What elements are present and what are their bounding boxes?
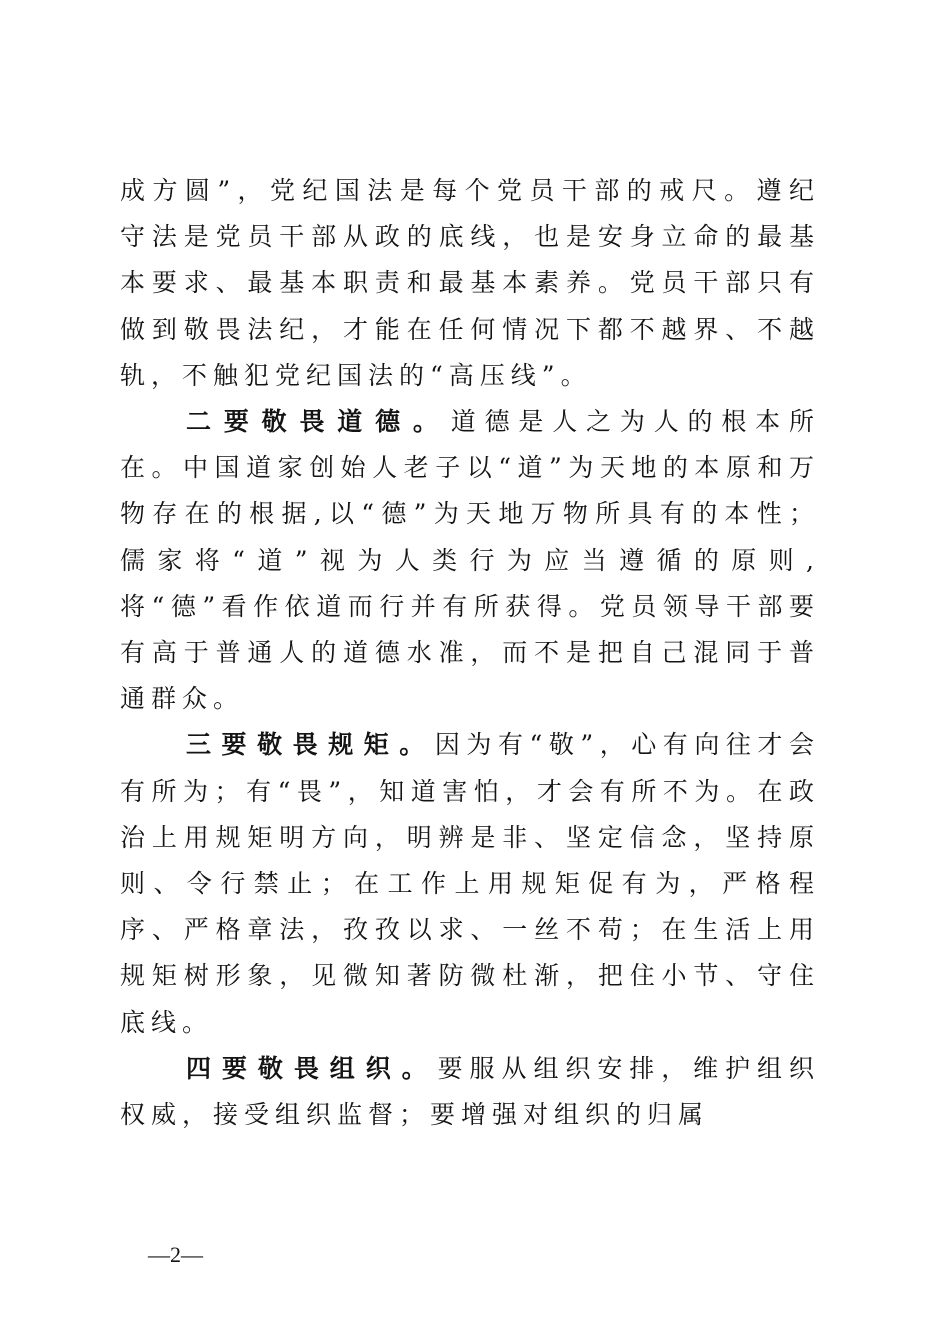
paragraph-revere-rules [120, 722, 820, 1045]
document-body [120, 168, 820, 1138]
paragraph-heading: 四要敬畏组织。 [186, 1053, 438, 1083]
paragraph-text: 道德是人之为人的根本所在。中国道家创始人老子以“道”为天地的本原和万物存在的根据,以“德”为天地万物所具有的本性；儒家将“道”视为人类行为应当遵循的原则,将“德”看作依道而行并有所获得。党员领导干部要有高于普通人的道德水准，而不是把自己混同于普通群众。 [120, 407, 820, 714]
paragraph-continuation [120, 168, 820, 399]
paragraph-text: 因为有“敬”，心有向往才会有所为；有“畏”，知道害怕，才会有所不为。在政治上用规矩明方向，明辨是非、坚定信念，坚持原则、令行禁止；在工作上用规矩促有为，严格程序、严格章法，孜孜以求、一丝不苟；在生活上用规矩树形象，见微知著防微杜渐，把住小节、守住底线。 [120, 730, 820, 1037]
page-number: —2— [148, 1242, 203, 1267]
paragraph-revere-organization [120, 1046, 820, 1138]
paragraph-heading: 三要敬畏规矩。 [186, 730, 435, 760]
paragraph-revere-morality [120, 399, 820, 722]
paragraph-text: 成方圆”，党纪国法是每个党员干部的戒尺。遵纪守法是党员干部从政的底线，也是安身立命的最基本要求、最基本职责和最基本素养。党员干部只有做到敬畏法纪，才能在任何情况下都不越界、不越轨，不触犯党纪国法的“高压线”。 [120, 176, 820, 390]
paragraph-heading: 二要敬畏道德。 [186, 407, 451, 437]
paragraph-text: 要服从组织安排，维护组织权威，接受组织监督；要增强对组织的归属 [120, 1053, 820, 1130]
